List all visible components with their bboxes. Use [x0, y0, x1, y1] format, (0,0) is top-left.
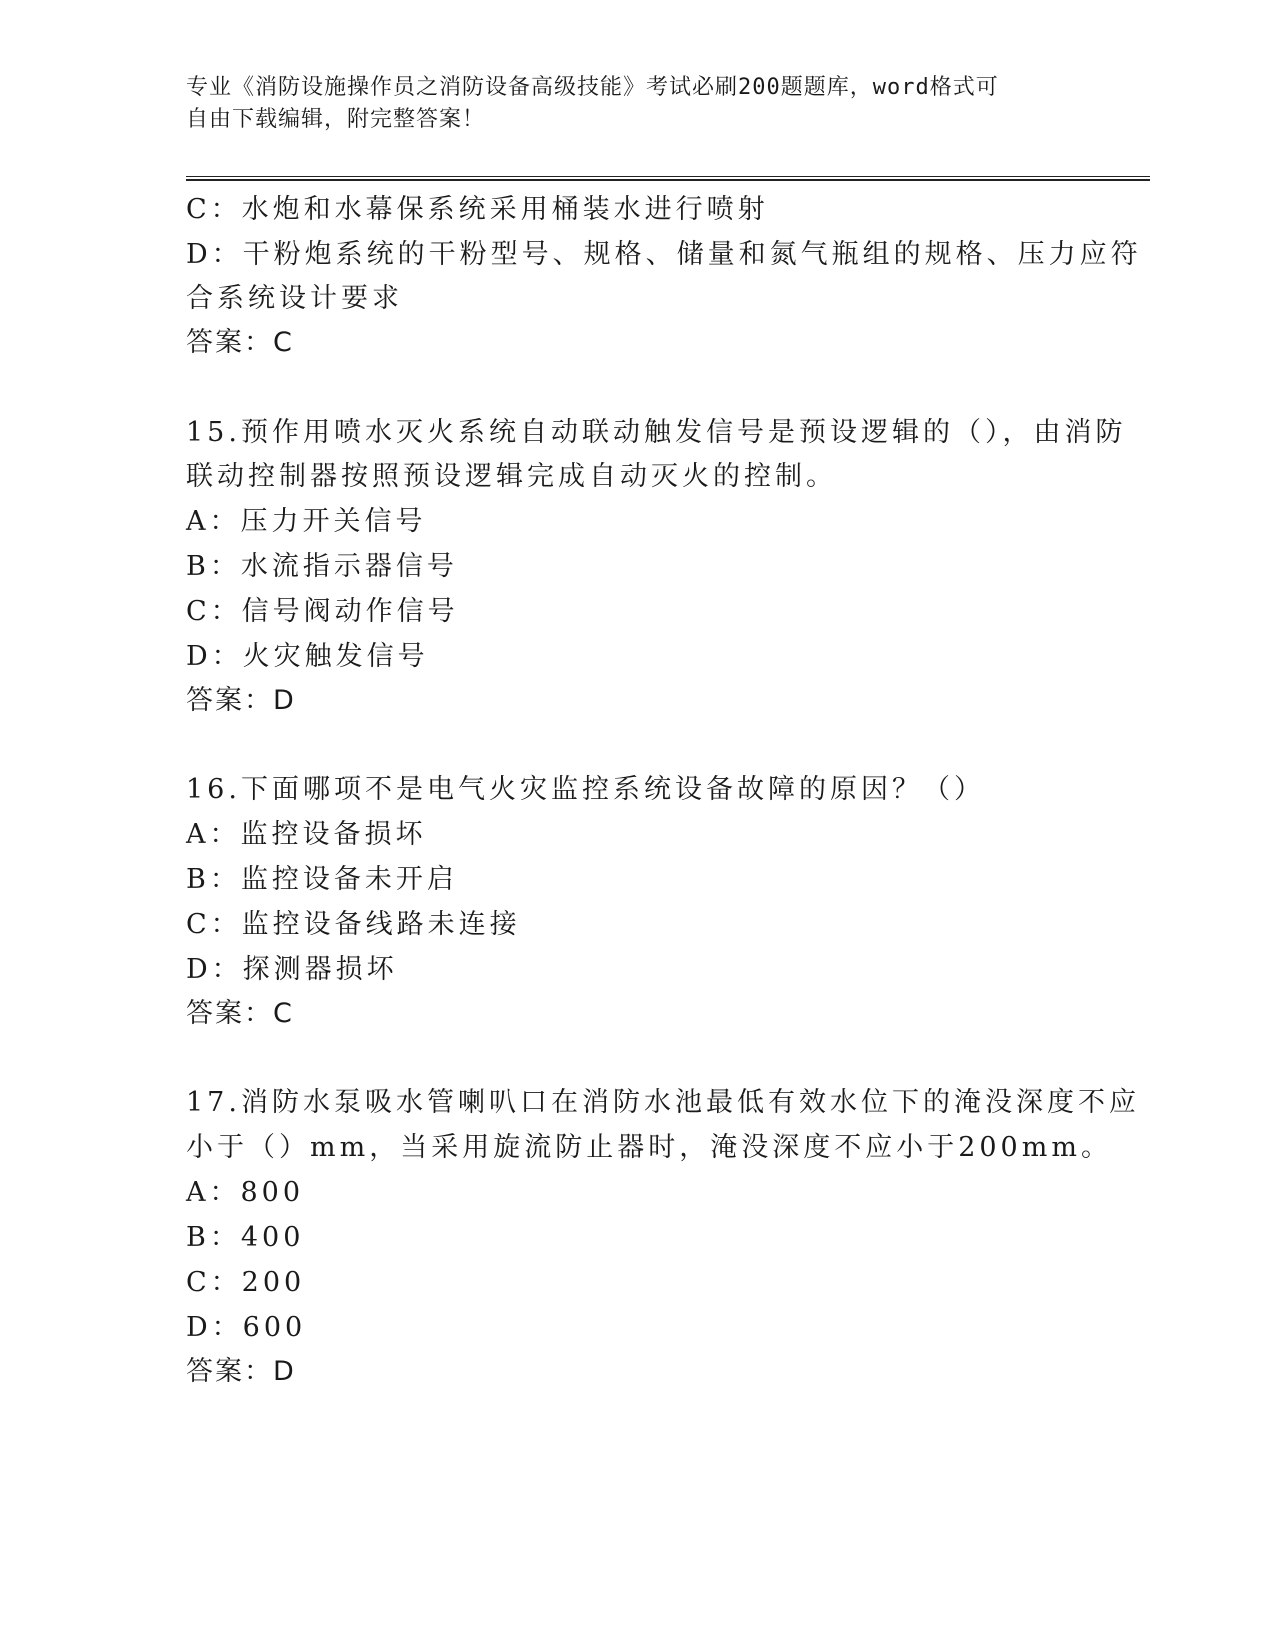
q16-option-c: C：监控设备线路未连接	[186, 909, 521, 940]
q15-stem-line-2: 联动控制器按照预设逻辑完成自动灭火的控制。	[186, 461, 837, 492]
q15-option-b: B：水流指示器信号	[186, 551, 458, 582]
q17-answer: 答案：D	[186, 1356, 296, 1387]
q15-option-d: D：火灾触发信号	[186, 641, 429, 672]
q16-stem-line-1: 16.下面哪项不是电气火灾监控系统设备故障的原因？（）	[186, 774, 985, 805]
prev-option-d-line-1: D：干粉炮系统的干粉型号、规格、储量和氮气瓶组的规格、压力应符	[186, 239, 1142, 270]
q17-option-b: B：400	[186, 1222, 305, 1253]
q16-option-b: B：监控设备未开启	[186, 864, 458, 895]
q15-option-a: A：压力开关信号	[186, 506, 427, 537]
q16-answer: 答案：C	[186, 998, 294, 1029]
prev-answer: 答案：C	[186, 327, 294, 358]
header-divider	[186, 176, 1150, 181]
q15-stem-line-1: 15.预作用喷水灭火系统自动联动触发信号是预设逻辑的（），由消防	[186, 417, 1127, 448]
prev-option-c: C：水炮和水幕保系统采用桶装水进行喷射	[186, 194, 769, 225]
header-line-1: 专业《消防设施操作员之消防设备高级技能》考试必刷200题题库，word格式可	[186, 75, 999, 100]
q17-option-c: C：200	[186, 1267, 306, 1298]
q16-option-a: A：监控设备损坏	[186, 819, 427, 850]
q15-answer: 答案：D	[186, 685, 296, 716]
q17-option-a: A：800	[186, 1177, 305, 1208]
q17-option-d: D：600	[186, 1312, 307, 1343]
q17-stem-line-1: 17.消防水泵吸水管喇叭口在消防水池最低有效水位下的淹没深度不应	[186, 1087, 1140, 1118]
q17-stem-line-2: 小于（）mm，当采用旋流防止器时，淹没深度不应小于200mm。	[186, 1132, 1112, 1163]
prev-option-d-line-2: 合系统设计要求	[186, 283, 403, 314]
header-line-2: 自由下载编辑，附完整答案！	[186, 107, 486, 132]
page-header	[186, 72, 1066, 136]
q15-option-c: C：信号阀动作信号	[186, 596, 459, 627]
q16-option-d: D：探测器损坏	[186, 954, 398, 985]
